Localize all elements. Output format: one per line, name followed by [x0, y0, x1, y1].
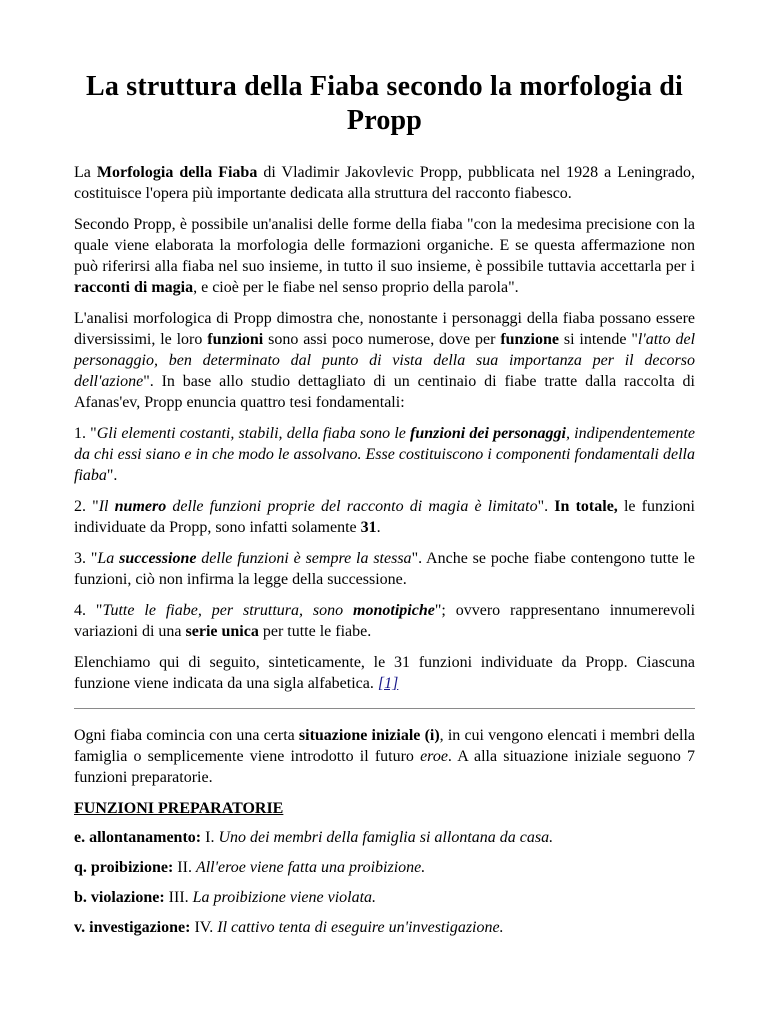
document-page [74, 70, 695, 947]
thesis-3: 3. "La successione delle funzioni è sempre la stessa". Anche se poche fiabe contengono tutte le funzioni, ciò non infirma la legge della successione. [74, 550, 696, 588]
function-item: e. allontanamento: I. Uno dei membri della famiglia si allontana da casa. [74, 829, 554, 846]
section-heading-funzioni-preparatorie: FUNZIONI PREPARATORIE [74, 800, 284, 817]
initial-situation-paragraph: Ogni fiaba comincia con una certa situazione iniziale (i), in cui vengono elencati i membri della famiglia o semplicemente viene introdotto il futuro eroe. A alla situazione iniziale seguono 7 funzioni preparatorie. [74, 727, 695, 786]
italic-eroe: eroe [420, 748, 448, 765]
bold-italic-monotipiche: monotipiche [353, 602, 435, 619]
italic-definition: l'atto del personaggio, ben determinato dal punto di vista della sua importanza per il decorso dell'azione [74, 331, 696, 390]
bold-serie-unica: serie unica [185, 623, 259, 640]
function-item: q. proibizione: II. All'eroe viene fatta una proibizione. [74, 859, 426, 876]
function-item: v. investigazione: IV. Il cattivo tenta di eseguire un'investigazione. [74, 919, 504, 936]
thesis-1: 1. "Gli elementi costanti, stabili, della fiaba sono le funzioni dei personaggi, indipendentemente da chi essi siano e in che modo le assolvano. Esse costituiscono i componenti fondamentali della fiaba". [74, 425, 695, 484]
propp-analysis-paragraph: Secondo Propp, è possibile un'analisi delle forme della fiaba "con la medesima precisione con la quale viene elaborata la morfologia delle formazioni organiche. E se questa affermazione non può riferirsi alla fiaba nel suo insieme, in tutto il suo insieme, è possibile tuttavia accettarla per i racconti di magia, e cioè per le fiabe nel senso proprio della parola". [74, 216, 695, 296]
bold-morfologia: Morfologia della Fiaba [96, 164, 258, 181]
bold-funzioni: funzioni [207, 331, 264, 348]
bold-italic-funzioni-dei-personaggi: funzioni dei personaggi [410, 425, 566, 442]
thesis-4: 4. "Tutte le fiabe, per struttura, sono monotipiche"; ovvero rappresentano innumerevoli variazioni di una serie unica per tutte le fiabe. [74, 602, 696, 640]
section-divider [74, 708, 695, 709]
bold-italic-successione: successione [119, 550, 197, 567]
bold-in-totale: In totale, [554, 498, 618, 515]
function-item: b. violazione: III. La proibizione viene violata. [74, 889, 377, 906]
document-title: La struttura della Fiaba secondo la morfologia di Propp [85, 71, 684, 136]
morphological-analysis-paragraph: L'analisi morfologica di Propp dimostra che, nonostante i personaggi della fiaba possano essere diversissimi, le loro funzioni sono assi poco numerose, dove per funzione si intende "l'atto del personaggio, ben determinato dal punto di vista della sua importanza per il decorso dell'azione". In base allo studio dettagliato di un centinaio di fiabe tratte dalla raccolta di Afanas'ev, Propp enuncia quattro tesi fondamentali: [74, 310, 696, 411]
bold-italic-numero: numero [114, 498, 167, 515]
bold-funzione: funzione [500, 331, 559, 348]
intro-paragraph: La Morfologia della Fiaba di Vladimir Jakovlevic Propp, pubblicata nel 1928 a Leningrado, costituisce l'opera più importante dedicata alla struttura del racconto fiabesco. [74, 164, 696, 202]
bold-31: 31 [360, 519, 377, 536]
thesis-2: 2. "Il numero delle funzioni proprie del racconto di magia è limitato". In totale, le funzioni individuate da Propp, sono infatti solamente 31. [74, 498, 696, 536]
list-intro-paragraph: Elenchiamo qui di seguito, sinteticamente, le 31 funzioni individuate da Propp. Ciascuna funzione viene indicata da una sigla alfabetica. [1] [74, 654, 695, 692]
bold-racconti-di-magia: racconti di magia [74, 279, 194, 296]
bold-situazione-iniziale: situazione iniziale (i) [298, 727, 440, 744]
footnote-link[interactable]: [1] [377, 675, 399, 692]
